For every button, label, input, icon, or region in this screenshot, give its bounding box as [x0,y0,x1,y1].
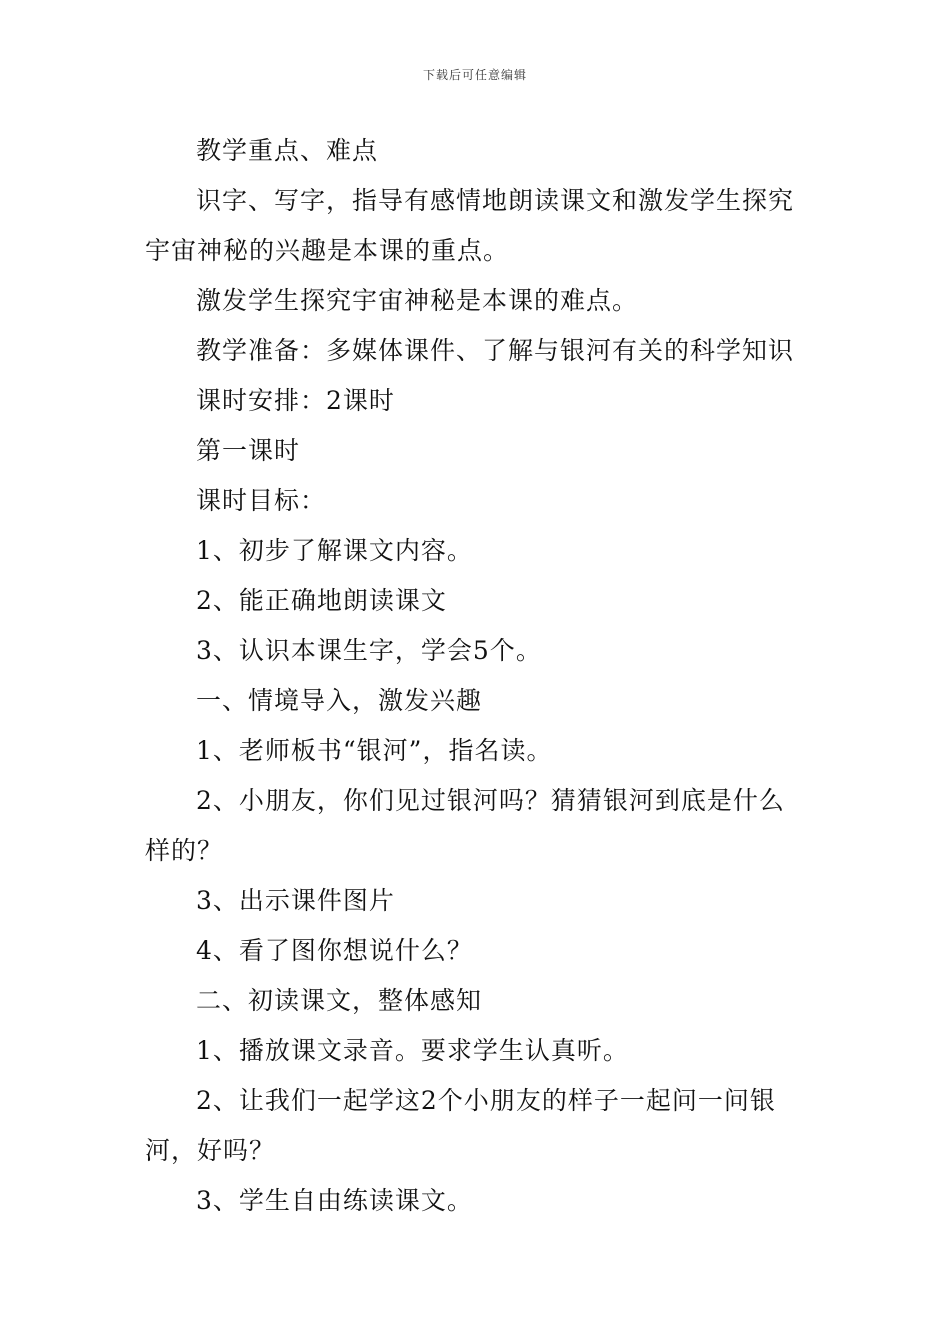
heading-key-points: 教学重点、难点 [196,136,379,165]
list-item-section-one-4: 4、看了图你想说什么？ [196,936,473,965]
heading-lesson-goals: 课时目标： [196,486,327,515]
document-body [145,126,810,1226]
heading-first-lesson: 第一课时 [196,436,301,465]
list-item-section-one-1: 1、老师板书“银河”，指名读。 [196,736,553,765]
paragraph-schedule: 课时安排：2课时 [196,386,395,415]
page-header-note: 下载后可任意编辑 [422,68,527,82]
list-item-section-one-2: 2、小朋友，你们见过银河吗？猜猜银河到底是什么样的？ [145,786,785,865]
list-item-section-one-3: 3、出示课件图片 [196,886,395,915]
list-item-section-two-1: 1、播放课文录音。要求学生认真听。 [196,1036,629,1065]
list-item-section-two-3: 3、学生自由练读课文。 [196,1186,473,1215]
paragraph-key-points-text: 识字、写字，指导有感情地朗读课文和激发学生探究宇宙神秘的兴趣是本课的重点。 [145,186,795,265]
paragraph-preparation: 教学准备：多媒体课件、了解与银河有关的科学知识 [196,336,795,365]
heading-section-one: 一、情境导入，激发兴趣 [196,686,483,715]
heading-section-two: 二、初读课文，整体感知 [196,986,483,1015]
list-item-section-two-2: 2、让我们一起学这2个小朋友的样子一起问一问银河，好吗？ [145,1086,776,1165]
list-item-goal-3: 3、认识本课生字，学会5个。 [196,636,542,665]
paragraph-difficulty-text: 激发学生探究宇宙神秘是本课的难点。 [196,286,639,315]
list-item-goal-2: 2、能正确地朗读课文 [196,586,447,615]
list-item-goal-1: 1、初步了解课文内容。 [196,536,473,565]
